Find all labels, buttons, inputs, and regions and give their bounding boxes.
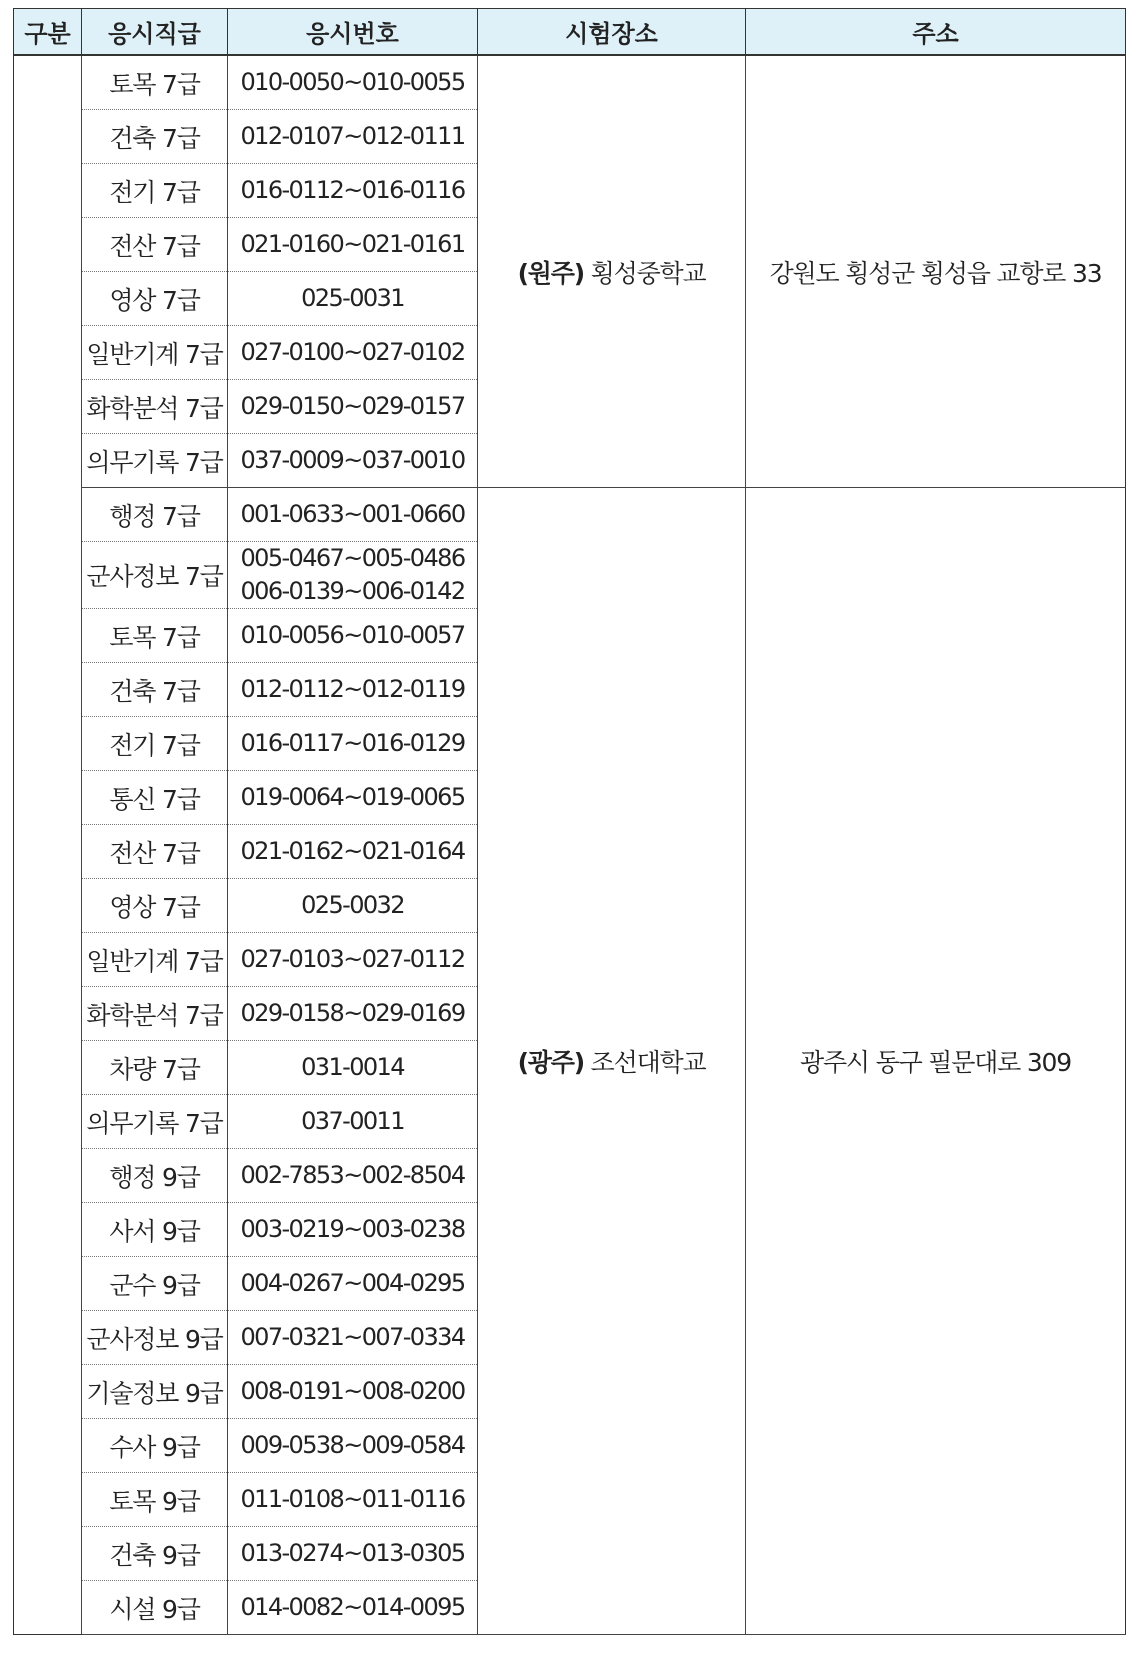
header-grade: 응시직급 — [82, 9, 228, 56]
grade-cell: 화학분석 7급 — [82, 987, 228, 1041]
number-range: 006-0139~006-0142 — [240, 577, 465, 605]
exam-venue-table — [13, 8, 1126, 1635]
number-range: 002-7853~002-8504 — [240, 1161, 465, 1189]
grade-cell: 전산 7급 — [82, 825, 228, 879]
address-cell: 광주시 동구 필문대로 309 — [746, 488, 1126, 1635]
table-row — [14, 55, 1126, 110]
grade-cell: 전기 7급 — [82, 164, 228, 218]
number-range: 027-0100~027-0102 — [240, 338, 465, 366]
grade-cell: 화학분석 7급 — [82, 380, 228, 434]
number-cell — [228, 1203, 478, 1257]
grade-cell: 건축 7급 — [82, 110, 228, 164]
grade-cell: 군사정보 7급 — [82, 542, 228, 609]
number-cell — [228, 717, 478, 771]
number-range: 021-0162~021-0164 — [240, 837, 465, 865]
number-cell — [228, 1581, 478, 1635]
grade-cell: 수사 9급 — [82, 1419, 228, 1473]
number-range: 016-0112~016-0116 — [240, 176, 465, 204]
number-cell — [228, 1257, 478, 1311]
number-cell — [228, 1041, 478, 1095]
grade-cell: 토목 7급 — [82, 55, 228, 110]
number-range: 010-0056~010-0057 — [240, 621, 465, 649]
number-range: 012-0107~012-0111 — [240, 122, 465, 150]
table-body — [14, 55, 1126, 1635]
venue-name: 횡성중학교 — [590, 258, 706, 288]
venue-city: (광주) — [517, 1048, 584, 1077]
number-range: 009-0538~009-0584 — [240, 1431, 465, 1459]
number-range: 010-0050~010-0055 — [240, 68, 465, 96]
number-cell — [228, 542, 478, 609]
number-cell — [228, 1473, 478, 1527]
number-range: 031-0014 — [301, 1053, 404, 1081]
header-gubun: 구분 — [14, 9, 82, 56]
grade-cell: 토목 9급 — [82, 1473, 228, 1527]
grade-cell: 의무기록 7급 — [82, 1095, 228, 1149]
number-cell — [228, 1311, 478, 1365]
number-cell — [228, 434, 478, 488]
number-cell — [228, 380, 478, 434]
grade-cell: 토목 7급 — [82, 609, 228, 663]
venue-cell — [478, 488, 746, 1635]
number-cell — [228, 110, 478, 164]
header-number: 응시번호 — [228, 9, 478, 56]
exam-schedule-document — [13, 8, 1125, 1635]
grade-cell: 일반기계 7급 — [82, 933, 228, 987]
number-cell — [228, 164, 478, 218]
number-range: 025-0032 — [301, 891, 404, 919]
number-range: 027-0103~027-0112 — [240, 945, 465, 973]
number-range: 037-0011 — [301, 1107, 404, 1135]
venue-name: 조선대학교 — [590, 1048, 706, 1077]
number-cell — [228, 1419, 478, 1473]
grade-cell: 건축 7급 — [82, 663, 228, 717]
number-range: 004-0267~004-0295 — [240, 1269, 465, 1297]
number-cell — [228, 933, 478, 987]
grade-cell: 영상 7급 — [82, 272, 228, 326]
grade-cell: 영상 7급 — [82, 879, 228, 933]
grade-cell: 건축 9급 — [82, 1527, 228, 1581]
grade-cell: 군사정보 9급 — [82, 1311, 228, 1365]
grade-cell: 통신 7급 — [82, 771, 228, 825]
grade-cell: 시설 9급 — [82, 1581, 228, 1635]
number-range: 005-0467~005-0486 — [240, 544, 465, 572]
number-range: 016-0117~016-0129 — [240, 729, 465, 757]
number-range: 011-0108~011-0116 — [240, 1485, 465, 1513]
number-cell — [228, 1095, 478, 1149]
grade-cell: 일반기계 7급 — [82, 326, 228, 380]
number-cell — [228, 218, 478, 272]
number-cell — [228, 771, 478, 825]
number-range: 014-0082~014-0095 — [240, 1593, 465, 1621]
header-address: 주소 — [746, 9, 1126, 56]
table-header-row — [14, 9, 1126, 56]
grade-cell: 기술정보 9급 — [82, 1365, 228, 1419]
number-range: 021-0160~021-0161 — [240, 230, 465, 258]
number-range: 003-0219~003-0238 — [240, 1215, 465, 1243]
number-cell — [228, 1527, 478, 1581]
number-cell — [228, 488, 478, 542]
grade-cell: 의무기록 7급 — [82, 434, 228, 488]
number-range: 019-0064~019-0065 — [240, 783, 465, 811]
number-range: 037-0009~037-0010 — [240, 446, 465, 474]
number-cell — [228, 1365, 478, 1419]
number-cell — [228, 55, 478, 110]
gubun-cell — [14, 55, 82, 1635]
number-range: 025-0031 — [301, 284, 404, 312]
number-range: 012-0112~012-0119 — [240, 675, 465, 703]
grade-cell: 군수 9급 — [82, 1257, 228, 1311]
number-cell — [228, 987, 478, 1041]
grade-cell: 전산 7급 — [82, 218, 228, 272]
number-cell — [228, 879, 478, 933]
number-range: 029-0158~029-0169 — [240, 999, 465, 1027]
venue-cell — [478, 55, 746, 488]
grade-cell: 행정 7급 — [82, 488, 228, 542]
grade-cell: 행정 9급 — [82, 1149, 228, 1203]
number-cell — [228, 1149, 478, 1203]
number-range: 013-0274~013-0305 — [240, 1539, 465, 1567]
number-cell — [228, 663, 478, 717]
table-row — [14, 488, 1126, 542]
grade-cell: 전기 7급 — [82, 717, 228, 771]
venue-city: (원주) — [517, 258, 584, 288]
number-cell — [228, 272, 478, 326]
number-range: 007-0321~007-0334 — [240, 1323, 465, 1351]
number-cell — [228, 609, 478, 663]
header-venue: 시험장소 — [478, 9, 746, 56]
address-cell: 강원도 횡성군 횡성읍 교항로 33 — [746, 55, 1126, 488]
number-range: 008-0191~008-0200 — [240, 1377, 465, 1405]
number-range: 001-0633~001-0660 — [240, 500, 465, 528]
grade-cell: 사서 9급 — [82, 1203, 228, 1257]
number-range: 029-0150~029-0157 — [240, 392, 465, 420]
grade-cell: 차량 7급 — [82, 1041, 228, 1095]
number-cell — [228, 326, 478, 380]
number-cell — [228, 825, 478, 879]
